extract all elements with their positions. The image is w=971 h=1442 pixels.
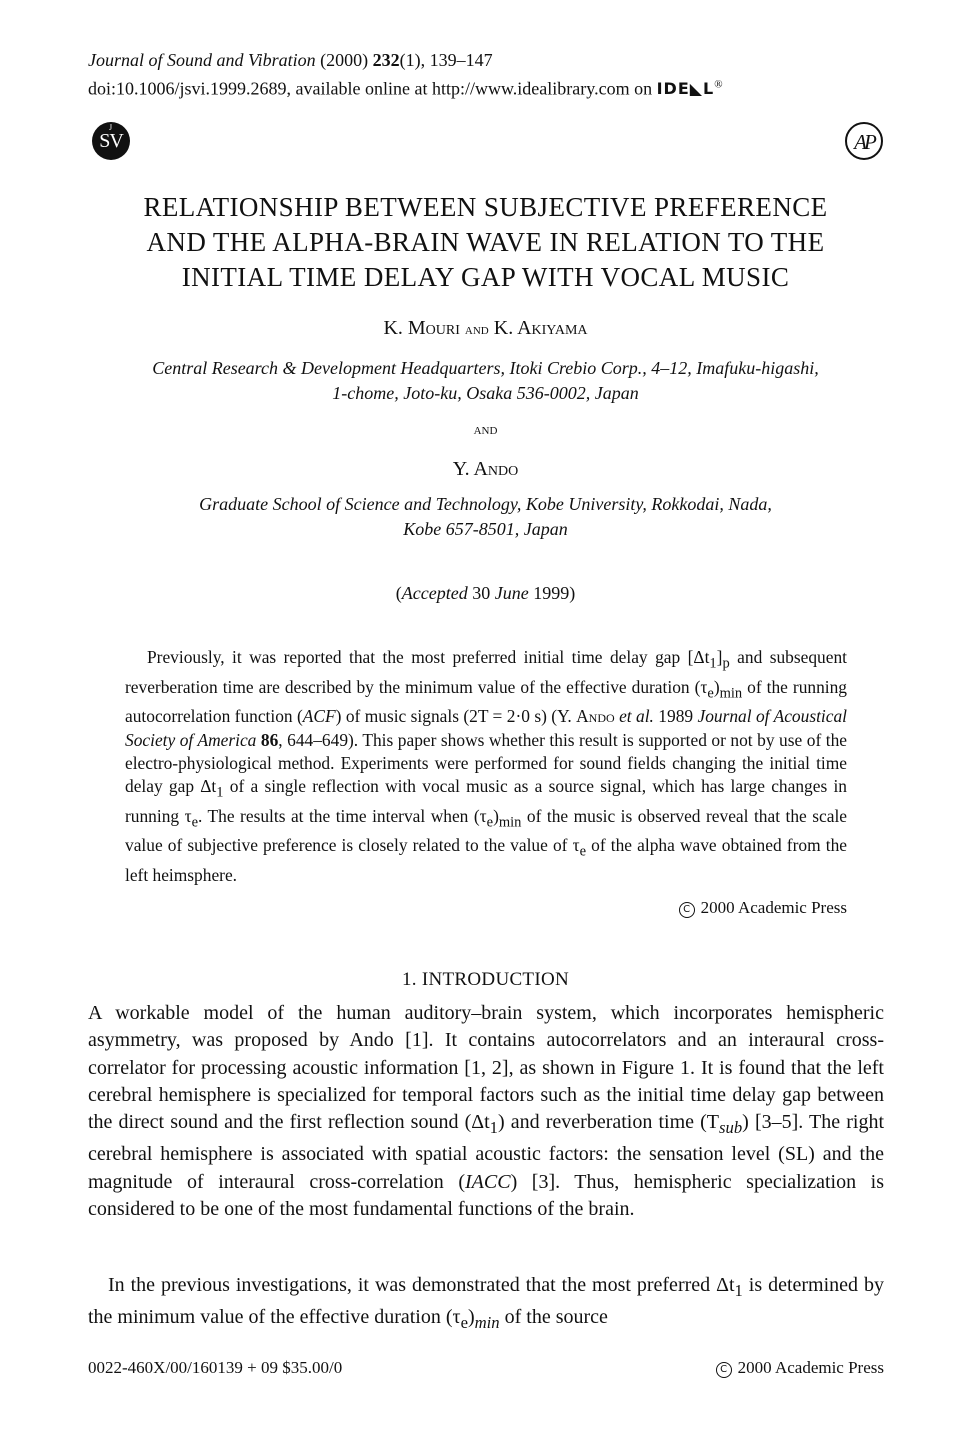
and-separator: and <box>473 421 498 438</box>
affiliation-1: Central Research & Development Headquarters, Itoki Crebio Corp., 4–12, Imafuku-higashi, 1-chome, Joto-ku, Osaka 536-0002, Japan <box>152 358 819 403</box>
author-1: K. Mouri <box>383 317 460 339</box>
journal-name: Journal of Sound and Vibration <box>88 50 316 70</box>
doi-line <box>88 72 724 102</box>
accepted-date: (Accepted 30 June 1999) <box>395 583 576 603</box>
doi-link[interactable]: doi:10.1006/jsvi.1999.2689, available online at http://www.idealibrary.com on <box>88 78 653 99</box>
paper-title: RELATIONSHIP BETWEEN SUBJECTIVE PREFERENCE AND THE ALPHA-BRAIN WAVE IN RELATION TO THE INITIAL TIME DELAY GAP WITH VOCAL MUSIC <box>143 192 828 292</box>
author-3: Y. Ando <box>452 458 519 480</box>
journal-volume: 232 <box>372 50 400 70</box>
affiliation-2: Graduate School of Science and Technology, Kobe University, Rokkodai, Nada, Kobe 657-8501, Japan <box>199 494 772 539</box>
ideal-logo: IDE◣L® <box>656 79 724 99</box>
intro-paragraph-1: A workable model of the human auditory–brain system, which incorporates hemispheric asymmetry, was proposed by Ando [1]. It contains autocorrelators and an interaural cross-correlator for processing acoustic information [1, 2], as shown in Figure 1. It is found that the left cerebral hemisphere is specialized for temporal factors such as the initial time delay gap between the direct sound and the first reflection sound $(\Delta t_1)$ and reverberation time $(T_{sub})$ [3–5]. The right cerebral hemisphere is associated with spatial acoustic factors: the sensation level (SL) and the magnitude of interaural cross-correlation (IACC) [3]. Thus, hemispheric specialization is considered to be one of the most fundamental functions of the brain. <box>88 1002 885 1221</box>
ap-logo: AP <box>845 122 883 160</box>
abstract: Previously, it was reported that the most preferred initial time delay gap $[\Delta t_1]_p$ and subsequent reverberation time are described by the minimum value of the effective duration $(\tau_e)_{min}$ of the running autocorrelation function (ACF) of music signals (2T = 2·0 s) (Y. Ando et al. 1989 Journal of Acoustical Society of America 86, 644–649). This paper shows whether this result is supported or not by use of the electro-physiological method. Experiments were performed for sound fields changing the initial time delay gap $\Delta t_1$ of a single reflection with vocal music as a source signal, which has large changes in running $\tau_e$. The results at the time interval when $(\tau_e)_{min}$ of the music is observed reveal that the scale value of subjective preference is closely related to the value of $\tau_e$ of the alpha wave obtained from the left heimsphere. <box>125 647 848 885</box>
section-heading: 1. INTRODUCTION <box>401 969 570 990</box>
author-joiner: and <box>464 321 489 338</box>
journal-citation <box>88 47 493 73</box>
journal-year: (2000) <box>320 50 369 70</box>
abstract-copyright: C 2000 Academic Press <box>600 898 847 918</box>
copyright-icon: C <box>679 902 695 918</box>
journal-issue-pages: (1), 139–147 <box>399 50 493 70</box>
author-2: K. Akiyama <box>493 317 588 339</box>
footer-copyright: C 2000 Academic Press <box>560 1358 884 1378</box>
copyright-icon: C <box>716 1362 732 1378</box>
footer-code: 0022-460X/00/160139 + 09 $35.00/0 <box>88 1358 343 1377</box>
sv-logo: J SV <box>92 122 130 160</box>
authors-line <box>0 317 971 340</box>
intro-paragraph-2: In the previous investigations, it was demonstrated that the most preferred $\Delta t_1$ is determined by the minimum value of the effective duration $(\tau_e)_{min}$ of the source <box>88 1274 884 1333</box>
